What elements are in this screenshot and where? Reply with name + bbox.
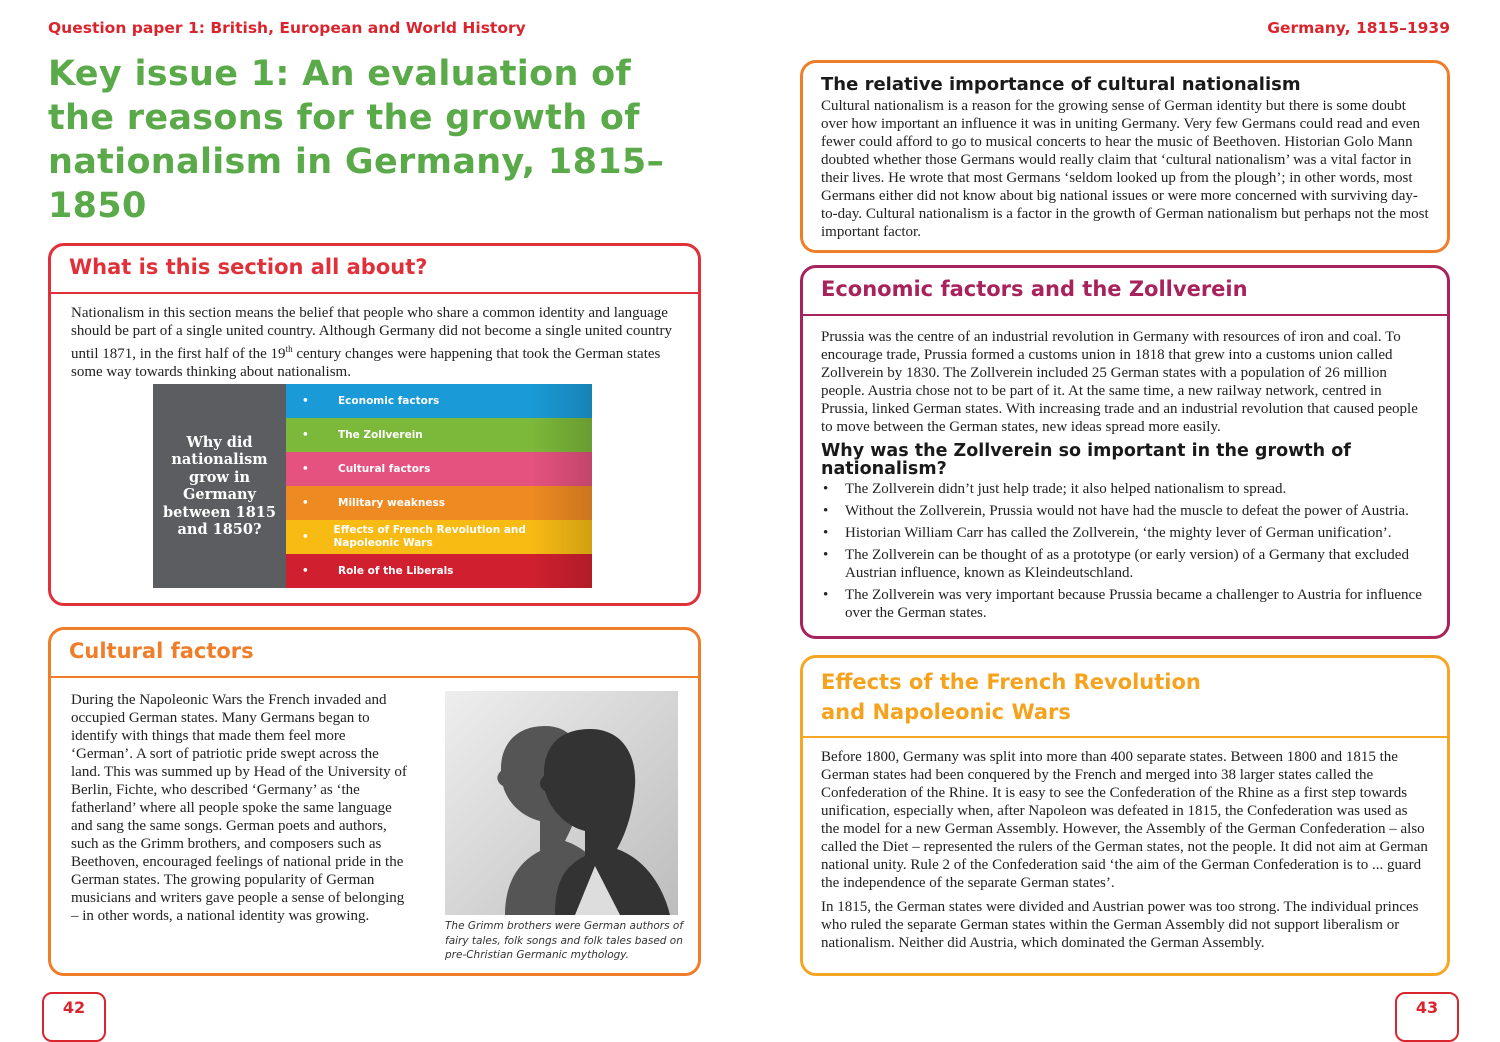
bullet-item: • Without the Zollverein, Prussia would not have had the muscle to defeat the power of Austria. — [821, 502, 1429, 520]
running-header-right: Germany, 1815–1939 — [1267, 19, 1450, 37]
diagram-question: Why did nationalism grow in Germany between 1815 and 1850? — [153, 384, 286, 588]
diagram-factor-label: Economic factors — [338, 394, 440, 407]
diagram-factor — [286, 520, 592, 554]
diagram-factor — [286, 554, 592, 588]
page-number-left: 42 — [42, 992, 106, 1042]
running-header-left: Question paper 1: British, European and World History — [48, 19, 526, 37]
relative-importance-box — [800, 60, 1450, 253]
nationalism-diagram — [153, 384, 592, 588]
diagram-factor — [286, 452, 592, 486]
zollverein-subheading: Why was the Zollverein so important in the growth of nationalism? — [821, 441, 1351, 479]
french-revolution-para-2: In 1815, the German states were divided and Austrian power was too strong. The individual princes who ruled the separate German states within the German Assembly did not support liberalism or nationalism. Neither did Austria, which dominated the German Assembly. — [821, 899, 1419, 951]
grimm-brothers-portrait — [445, 691, 678, 915]
french-revolution-heading: Effects of the French Revolution and Napoleonic Wars — [803, 658, 1447, 738]
section-about-heading: What is this section all about? — [51, 246, 698, 294]
page-title: Key issue 1: An evaluation of the reasons for the growth of nationalism in Germany, 1815–1850 — [48, 54, 665, 226]
diagram-factor-label: The Zollverein — [338, 428, 423, 441]
diagram-factor — [286, 384, 592, 418]
page-number-right: 43 — [1395, 992, 1459, 1042]
bullet-icon: • — [302, 496, 309, 509]
bullet-item: • Historian William Carr has called the Zollverein, ‘the mighty lever of German unification’. — [821, 524, 1429, 542]
bullet-icon: • — [302, 530, 309, 543]
french-revolution-box — [800, 655, 1450, 976]
diagram-factor-label: Effects of French Revolution and Napoleonic Wars — [333, 524, 526, 549]
relative-importance-heading: The relative importance of cultural nationalism — [821, 74, 1301, 95]
relative-importance-text: Cultural nationalism is a reason for the growing sense of German identity but there is some doubt over how important an influence it was in uniting Germany. Very few Germans could read and even fewer could afford to go to musical concerts to hear the music of Beethoven. Historian Golo Mann doubted whether those Germans would really claim that ‘cultural nationalism’ was a vital factor in their lives. He wrote that most Germans ‘seldom looked up from the plough’; in other words, most Germans either did not know about big national issues or were more concerned with surviving day-to-day. Cultural nationalism is a factor in the growth of German nationalism but perhaps not the most important factor. — [821, 98, 1429, 240]
diagram-factor — [286, 418, 592, 452]
bullet-item: • The Zollverein was very important because Prussia became a challenger to Austria for influence over the German states. — [821, 586, 1429, 622]
cultural-factors-box — [48, 627, 701, 976]
economic-factors-heading: Economic factors and the Zollverein — [803, 268, 1447, 316]
bullet-icon: • — [302, 428, 309, 441]
bullet-item: • The Zollverein didn’t just help trade; it also helped nationalism to spread. — [821, 480, 1429, 498]
economic-factors-box — [800, 265, 1450, 639]
bullet-icon: • — [302, 394, 309, 407]
diagram-factor — [286, 486, 592, 520]
economic-factors-text: Prussia was the centre of an industrial revolution in Germany with resources of iron and coal. To encourage trade, Prussia formed a customs union in 1818 that grew into a customs union called Zollverein by 1830. The Zollverein included 25 German states with a population of 26 million people. Austria chose not to be part of it. At the same time, a new railway network, centred in Prussia, linked German states. With increasing trade and an industrial revolution that caused people to move between the German states, new ideas spread more easily. — [821, 329, 1418, 435]
french-revolution-para-1: Before 1800, Germany was split into more than 400 separate states. Between 1800 and 1815 the German states had been conquered by the French and merged into 38 larger states called the Confederation of the Rhine. It is easy to see the Confederation of the Rhine as a first step towards unification, especially when, after Napoleon was defeated in 1815, the Confederation was used as the model for a new German Assembly. However, the Assembly of the German Confederation – also called the Diet – represented the rulers of the German states, not the people. It did not aim at German national unity. Rule 2 of the Confederation said ‘the aim of the German Confederation is to ... guard the independence of the separate German states’. — [821, 749, 1428, 891]
section-about-text: Nationalism in this section means the belief that people who share a common identity and language should be part of a single united country. Although Germany did not become a single united country until 1871, in the first half of the 19th century changes were happening that took the German states some way towards thinking about nationalism. — [71, 305, 672, 380]
diagram-factor-label: Military weakness — [338, 496, 446, 509]
diagram-factor-label: Role of the Liberals — [338, 564, 454, 577]
cultural-factors-heading: Cultural factors — [51, 630, 698, 678]
portrait-caption: The Grimm brothers were German authors of fairy tales, folk songs and folk tales based on pre-Christian Germanic mythology. — [445, 920, 684, 961]
cultural-factors-text: During the Napoleonic Wars the French invaded and occupied German states. Many Germans began to identify with things that made them feel more ‘German’. A sort of patriotic pride swept across the land. This was summed up by Head of the University of Berlin, Fichte, who described ‘Germany’ as ‘the fatherland’ where all people spoke the same language and sang the same songs. German poets and authors, such as the Grimm brothers, and composers such as Beethoven, encouraged feelings of national pride in the German states. The growing popularity of German musicians and writers gave people a sense of belonging – in other words, a national identity was growing. — [71, 692, 407, 924]
bullet-icon: • — [302, 564, 309, 577]
bullet-icon: • — [302, 462, 309, 475]
bullet-item: • The Zollverein can be thought of as a prototype (or early version) of a Germany that excluded Austrian influence, known as Kleindeutschland. — [821, 546, 1429, 582]
zollverein-bullets — [821, 480, 1429, 622]
diagram-factor-label: Cultural factors — [338, 462, 431, 475]
